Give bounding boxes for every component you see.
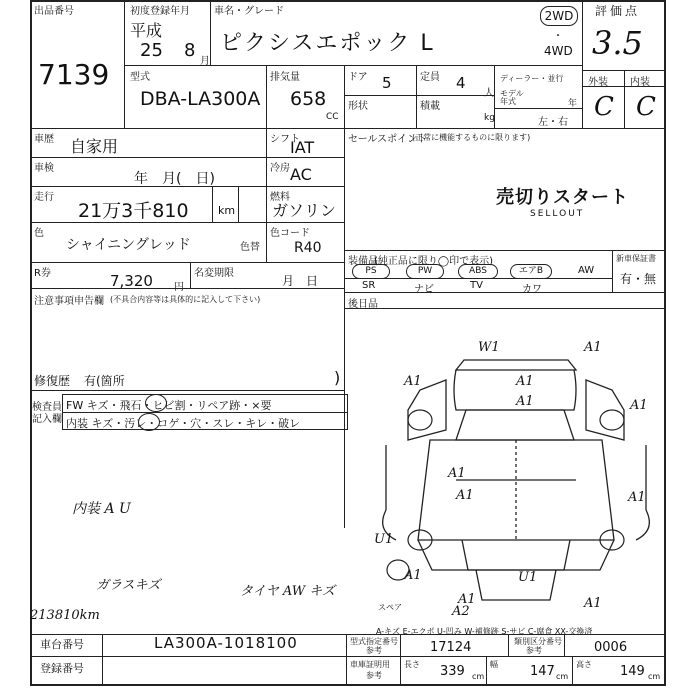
divider: [400, 634, 401, 686]
color-change-label: 色替: [240, 242, 260, 253]
mark-hood-2: A1: [516, 394, 534, 409]
repair-close: ): [334, 368, 341, 387]
divider: [624, 70, 625, 128]
stamp-sub: SELLOUT: [530, 209, 585, 219]
hand-note-interior: 内装 A U: [72, 501, 131, 517]
divider: [124, 0, 125, 128]
divider: [344, 292, 666, 293]
equip-abs: ABS: [458, 264, 498, 279]
load-label: 積載: [420, 101, 440, 112]
mark-rear-bumper: A2: [452, 604, 470, 619]
equip-ps: PS: [352, 264, 390, 279]
color-code-label: 色コード: [270, 228, 310, 239]
length: 339: [440, 664, 465, 679]
shift: IAT: [290, 138, 315, 157]
displacement: 658: [290, 88, 327, 110]
recycle-unit: 円: [174, 282, 184, 293]
capacity-label: 定員: [420, 72, 440, 83]
steering: 左・右: [538, 117, 568, 128]
score: 3.5: [592, 24, 643, 62]
inspector-label-1: 検査員: [32, 402, 62, 413]
mark-left-door-2: A1: [448, 466, 466, 481]
divider: [346, 634, 347, 686]
usage-label: 車歴: [34, 134, 54, 145]
divider: [238, 186, 239, 222]
height: 149: [620, 664, 645, 679]
divider: [416, 95, 417, 128]
shift-label: シフト: [270, 134, 300, 145]
load-unit: kg: [484, 113, 495, 123]
equip-navi: ナビ: [414, 284, 434, 295]
era: 平成: [130, 21, 163, 40]
doors: 5: [382, 74, 392, 92]
equipment-hint: (純正品に限り◯印で表示): [374, 256, 493, 267]
notes-hint: (不具合内容等は具体的に記入して下さい): [110, 295, 261, 304]
mark-left-door: A1: [456, 488, 474, 503]
equip-tv: TV: [470, 280, 483, 291]
mark-front-w1: W1: [478, 340, 500, 355]
drive-2wd: 2WD: [540, 6, 578, 26]
category-ref: 参考: [526, 646, 542, 655]
cert-label: 車庫証明用: [350, 660, 390, 669]
registration-label: 登録番号: [40, 662, 84, 675]
lot-label: 出品番号: [34, 6, 74, 17]
divider: [30, 288, 344, 289]
check-circle: [145, 394, 167, 412]
divider: [346, 656, 666, 657]
ac: AC: [290, 165, 312, 184]
inspection-value: 年 月( 日): [134, 171, 215, 187]
hand-note-mileage: 213810km: [30, 608, 100, 623]
hand-note-wheel: タイヤ AW キズ: [240, 584, 335, 599]
equip-pw: PW: [406, 264, 444, 279]
divider: [210, 0, 211, 65]
divider: [582, 0, 583, 128]
mark-bumper: A1: [584, 340, 602, 355]
shape-label: 形状: [348, 101, 368, 112]
doors-label: ドア: [348, 72, 368, 83]
model-label: 型式: [130, 72, 150, 83]
drive-4wd: 4WD: [544, 44, 573, 58]
recycle-fee: 7,320: [110, 272, 153, 290]
check-circle: [138, 413, 160, 431]
displacement-unit: CC: [326, 112, 339, 122]
divider: [190, 262, 191, 288]
repair-label: 修復歴: [34, 374, 71, 388]
divider: [344, 250, 666, 251]
divider: [564, 634, 565, 656]
divider: [612, 250, 613, 292]
category: 0006: [594, 640, 628, 655]
reg-month: 8: [184, 40, 196, 61]
capacity: 4: [456, 74, 466, 92]
mark-left-fender: A1: [404, 374, 422, 389]
fuel-label: 燃料: [270, 192, 290, 203]
repair-value: 有(箇所: [84, 374, 125, 388]
type-designation-label: 型式指定番号: [350, 637, 398, 646]
divider: [572, 656, 573, 686]
divider: [344, 278, 612, 279]
category-label: 類別区分番号: [514, 637, 562, 646]
mileage-unit: km: [218, 204, 236, 217]
divider: [266, 65, 267, 128]
divider: [344, 308, 666, 309]
inspector-label-2: 記入欄: [32, 414, 62, 425]
sales-point-label: セールスポイント: [348, 134, 428, 145]
score-label: 評価点: [595, 4, 641, 18]
type-designation: 17124: [430, 640, 472, 655]
divider: [30, 262, 344, 263]
length-unit: cm: [472, 672, 485, 681]
displacement-label: 排気量: [270, 72, 300, 83]
divider: [212, 186, 213, 222]
damage-legend: A-キズ E-エクボ U-凹み W-補修跡 S-サビ C-腐食 XX-交換済: [376, 627, 593, 636]
mark-hood: A1: [516, 374, 534, 389]
chassis-number: LA300A-1018100: [154, 634, 298, 652]
divider: [30, 390, 344, 391]
equip-aw: AW: [578, 265, 595, 276]
capacity-unit: 人: [484, 88, 494, 99]
exterior-grade: C: [594, 92, 614, 122]
mark-tailgate: U1: [518, 570, 538, 585]
divider: [30, 634, 666, 635]
width: 147: [530, 664, 555, 679]
color: シャイニングレッド: [66, 237, 191, 253]
divider: [344, 128, 345, 528]
mark-rear-right: A1: [584, 596, 602, 611]
spare-label: スペア: [378, 603, 402, 612]
width-label: 幅: [490, 660, 498, 669]
recycle-label: R券: [34, 268, 51, 279]
equip-leather: カワ: [522, 284, 542, 295]
model-year-label: モデル年式: [500, 89, 524, 106]
mileage-label: 走行: [34, 192, 54, 203]
model: DBA-LA300A: [140, 88, 261, 110]
mark-right-side: A1: [628, 490, 646, 505]
divider: [266, 222, 267, 262]
usage: 自家用: [70, 137, 119, 156]
divider: [582, 86, 666, 87]
divider: [494, 108, 582, 109]
damage-diagram: [346, 330, 664, 620]
divider: [102, 634, 103, 686]
reg-year: 25: [140, 40, 163, 61]
car-name: ピクシスエポック L: [220, 31, 435, 56]
divider: [508, 634, 509, 656]
divider: [344, 95, 494, 96]
mark-right-fender: A1: [630, 398, 648, 413]
divider: [494, 65, 495, 128]
equip-sr: SR: [362, 280, 376, 291]
year-unit: 年: [568, 99, 578, 109]
divider: [266, 128, 267, 222]
warranty-value: 有・無: [620, 272, 657, 286]
height-unit: cm: [648, 672, 661, 681]
divider: [416, 65, 417, 95]
divider: [30, 186, 344, 187]
name-change-value: 月 日: [282, 274, 319, 288]
chassis-label: 車台番号: [40, 638, 84, 651]
interior-label: 内装: [630, 77, 650, 88]
divider: [486, 656, 487, 686]
width-unit: cm: [556, 672, 569, 681]
stamp-main: 売切りスタート: [496, 187, 629, 208]
divider: [30, 128, 666, 129]
interior-grade: C: [636, 92, 656, 122]
type-designation-ref: 参考: [366, 646, 382, 655]
equip-airbag: エアB: [510, 264, 552, 279]
mileage: 21万3千810: [78, 200, 189, 222]
exterior-label: 外装: [588, 77, 608, 88]
mark-left-rear: U1: [374, 532, 394, 547]
height-label: 高さ: [576, 660, 592, 669]
lot-number: 7139: [38, 58, 110, 91]
fuel: ガソリン: [272, 201, 337, 220]
divider: [124, 65, 582, 66]
dealer-label: ディーラー・並行: [500, 74, 564, 83]
divider: [30, 157, 344, 158]
cert-ref: 参考: [366, 671, 382, 680]
divider: [30, 656, 346, 657]
warranty-label: 新車保証書: [616, 254, 656, 263]
first-reg-label: 初度登録年月: [130, 6, 190, 17]
name-label: 車名・グレード: [214, 6, 284, 17]
ac-label: 冷房: [270, 163, 290, 174]
drive-separator: ・: [553, 31, 563, 42]
month-unit: 月: [200, 56, 210, 67]
sellout-stamp: [496, 183, 656, 223]
mark-rear-left: A1: [458, 592, 476, 607]
inspection-label: 車検: [34, 163, 54, 174]
name-change-label: 名変期限: [194, 268, 234, 279]
equipment-label: 装備品: [348, 256, 378, 267]
sales-point-hint: (正常に機能するものに限ります): [412, 133, 531, 142]
exterior-check-line: FW キズ・飛石・ヒビ割・リペア跡・×要: [66, 399, 272, 412]
color-label: 色: [34, 228, 44, 239]
hand-note-glass: ガラスキズ: [96, 578, 161, 593]
divider: [30, 222, 344, 223]
notes-label: 注意事項申告欄: [34, 296, 104, 307]
mark-quarter: A1: [404, 568, 422, 583]
divider: [344, 65, 345, 128]
rear-items-label: 後日品: [348, 299, 378, 310]
length-label: 長さ: [404, 660, 420, 669]
interior-check-line: 内装 キズ・汚レ・コゲ・穴・スレ・キレ・破レ: [66, 417, 301, 430]
color-code: R40: [294, 240, 322, 256]
